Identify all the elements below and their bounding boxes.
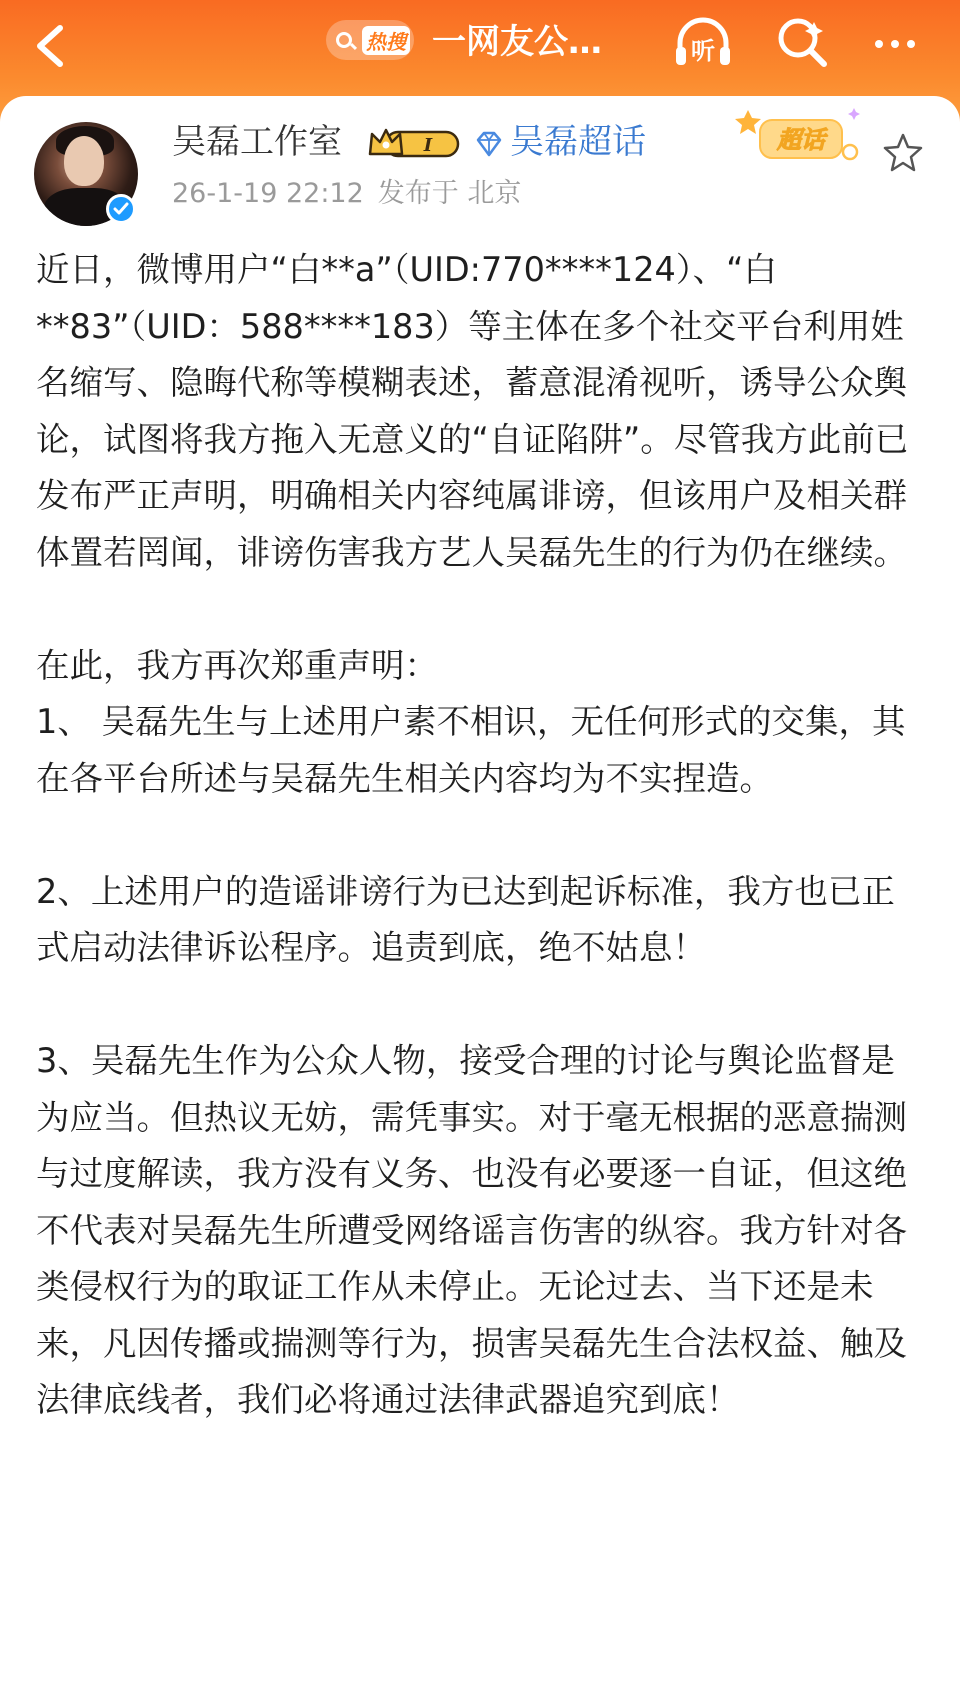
svg-text:超话: 超话 (777, 126, 825, 154)
back-button[interactable] (22, 18, 78, 74)
post-timestamp: 26-1-19 22:12 (172, 178, 364, 209)
search-button[interactable] (772, 12, 832, 72)
paragraph-intro: 近日，微博用户“白**a”（UID:770****124）、“白**83”（UID：588****183）等主体在多个社交平台利用姓名缩写、隐晦代称等模糊表述，蓄意混淆视听，诱导公众舆论，试图将我方拖入无意义的“自证陷阱”。尽管我方此前已发布严正声明，明确相关内容纯属诽谤，但该用户及相关群体置若罔闻，诽谤伤害我方艺人吴磊先生的行为仍在继续。 (36, 250, 909, 572)
crown-badge-icon[interactable] (368, 126, 464, 160)
hot-search-pill[interactable] (326, 20, 414, 60)
search-icon (774, 14, 830, 70)
more-dots-icon[interactable] (860, 16, 930, 72)
author-name[interactable]: 吴磊工作室 (172, 122, 342, 162)
super-topic-sticker[interactable] (734, 100, 864, 170)
post-body (36, 242, 922, 1429)
search-icon (336, 32, 352, 48)
svg-text:I: I (423, 135, 433, 156)
listen-button[interactable] (672, 14, 734, 72)
chevron-left-icon (32, 22, 68, 70)
headphones-icon (672, 15, 734, 71)
post-card (0, 96, 960, 1703)
hot-search-label: 热搜 (362, 26, 410, 55)
paragraph-declaration-3: 3、吴磊先生作为公众人物，接受合理的讨论与舆论监督是为应当。但热议无妨，需凭事实。对于毫无根据的恶意揣测与过度解读，我方没有义务、也没有必要逐一自证，但这绝不代表对吴磊先生所遭受网络谣言伤害的纵容。我方针对各类侵权行为的取证工作从未停止。无论过去、当下还是未来，凡因传播或揣测等行为，损害吴磊先生合法权益、触及法律底线者，我们必将通过法律武器追究到底！ (36, 1041, 907, 1419)
paragraph-declaration-2: 2、上述用户的造谣诽谤行为已达到起诉标准，我方也已正式启动法律诉讼程序。追责到底，绝不姑息！ (36, 871, 895, 967)
post-meta (172, 174, 521, 214)
star-icon (882, 132, 924, 174)
svg-text:听: 听 (691, 37, 715, 65)
diamond-icon (474, 130, 504, 158)
verified-icon (106, 194, 136, 224)
favorite-button[interactable] (880, 130, 926, 176)
post-location: 发布于 北京 (377, 178, 522, 209)
paragraph-declaration-1: 在此，我方再次郑重声明： 1、 吴磊先生与上述用户素不相识，无任何形式的交集，其在各平台所述与吴磊先生相关内容均为不实捏造。 (36, 645, 906, 798)
super-topic-link[interactable]: 吴磊超话 (510, 122, 646, 162)
page-title: 一网友公… (432, 22, 602, 62)
